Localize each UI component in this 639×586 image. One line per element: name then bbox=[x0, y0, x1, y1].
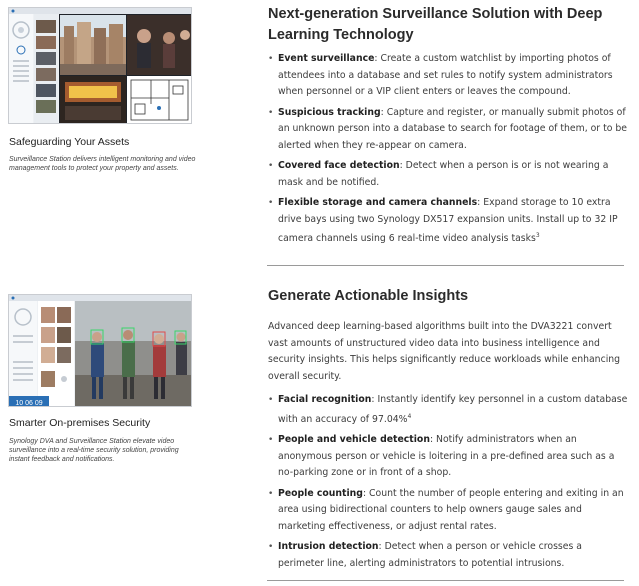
surveillance-station-illustration bbox=[9, 8, 192, 124]
feature-text: : Expand storage to 10 extra drive bays using two Synology DX517 expansion units. Install up to 32 IP camera channels using 6 real-time video analysis tasks bbox=[278, 197, 618, 245]
section-divider bbox=[267, 580, 624, 581]
feature-text: : Instantly identify key personnel in a custom database with an accuracy of 97.04% bbox=[278, 394, 628, 425]
feature-term: Flexible storage and camera channels bbox=[278, 197, 478, 208]
face-recognition-illustration bbox=[9, 295, 192, 407]
feature-text: : Create a custom watchlist by importing photos of attendees into a database and set rules to notify system administrators when personnel or a VIP client enters or leaves the compound. bbox=[278, 53, 613, 97]
footnote-ref: 3 bbox=[535, 232, 540, 239]
feature-list bbox=[268, 51, 630, 252]
feature-text: : Detect when a person is or is not wearing a mask and be notified. bbox=[278, 160, 609, 188]
card-title: Safeguarding Your Assets bbox=[9, 136, 130, 148]
feature-term: Event surveillance bbox=[278, 53, 375, 64]
feature-text: : Notify administrators when an anonymous person or vehicle is loitering in a pre-defined area such as a no-parking zone or in front of a shop. bbox=[278, 434, 615, 479]
feature-list bbox=[268, 392, 630, 576]
list-item bbox=[268, 158, 630, 191]
list-item bbox=[268, 432, 630, 482]
list-item bbox=[268, 486, 630, 536]
section-divider bbox=[267, 265, 624, 266]
card-title: Smarter On-premises Security bbox=[9, 417, 151, 429]
footnote-ref: 4 bbox=[407, 412, 412, 420]
list-item bbox=[268, 105, 630, 155]
feature-term: People and vehicle detection bbox=[278, 434, 430, 446]
feature-term: Facial recognition bbox=[278, 394, 372, 405]
feature-term: Covered face detection bbox=[278, 160, 400, 171]
screen-clock: 10 06 09 bbox=[15, 400, 43, 407]
section-title: Next-generation Surveillance Solution with Deep Learning Technology bbox=[268, 6, 603, 43]
section-intro: Advanced deep learning-based algorithms built into the DVA3221 convert vast amounts of unstructured video data into business intelligence and security insights. This helps significantly reduce workloads while enhancing overall security. bbox=[268, 321, 621, 382]
list-item bbox=[268, 51, 630, 101]
list-item bbox=[268, 392, 630, 428]
surveillance-station-screenshot bbox=[8, 7, 192, 124]
list-item bbox=[268, 195, 630, 248]
feature-text: : Count the number of people entering and exiting in an area using bidirectional counters to help owners gauge sales and marketing effectiveness, or adjust rental rates. bbox=[278, 487, 624, 532]
list-item bbox=[268, 539, 630, 572]
feature-text: : Capture and register, or manually submit photos of an unknown person into a database to search for footage of them, or to be alerted when they re-appear on camera. bbox=[278, 106, 627, 151]
feature-term: Intrusion detection bbox=[278, 541, 379, 553]
card-description: Synology DVA and Surveillance Station elevate video surveillance into a real-time security solution, providing instant feedback and notifications. bbox=[9, 438, 179, 463]
section-title: Generate Actionable Insights bbox=[268, 288, 469, 304]
feature-term: Suspicious tracking bbox=[278, 106, 381, 118]
card-description: Surveillance Station delivers intelligent monitoring and video management tools to protect your property and assets. bbox=[9, 156, 196, 172]
feature-term: People counting bbox=[278, 487, 363, 499]
feature-text: : Detect when a person or vehicle crosses a perimeter line, alerting administrators to potential intrusions. bbox=[278, 541, 582, 569]
face-recognition-screenshot bbox=[8, 294, 192, 407]
